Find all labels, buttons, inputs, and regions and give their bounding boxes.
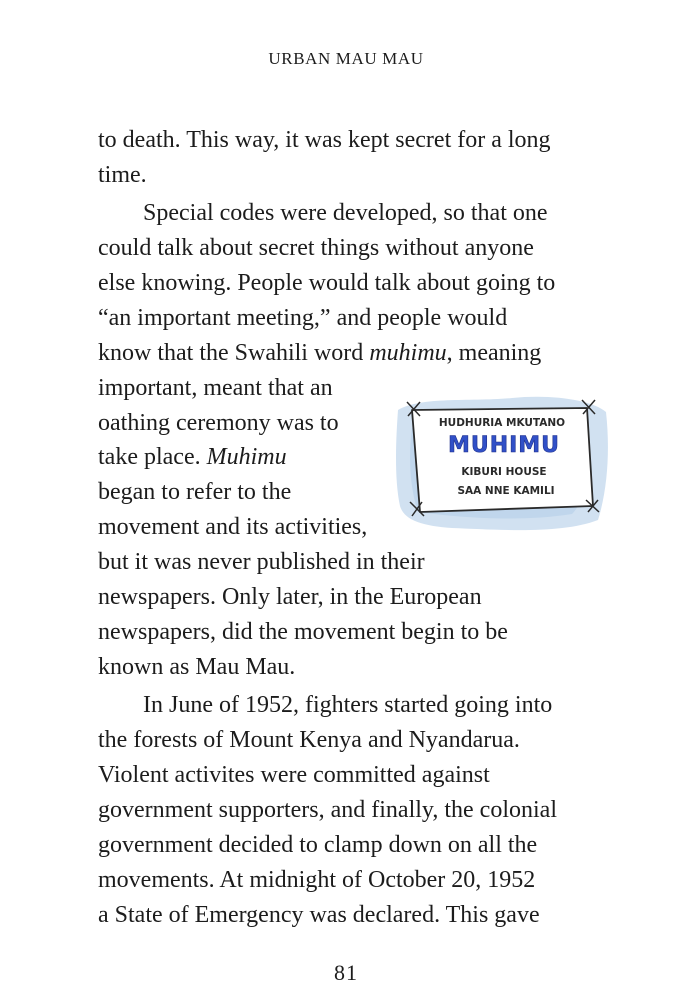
notice-line-2: MUHIMU — [447, 433, 561, 458]
text-line: In June of 1952, fighters started going into — [143, 692, 553, 718]
page-number: 81 — [334, 960, 358, 985]
text-line: movements. At midnight of October 20, 1952 — [98, 867, 536, 893]
text-line: movement and its activities, — [98, 514, 368, 540]
text-line: the forests of Mount Kenya and Nyandarua. — [98, 727, 520, 753]
text-line: newspapers. Only later, in the European — [98, 584, 482, 610]
text-line: a State of Emergency was declared. This gave — [98, 902, 540, 928]
text-line: began to refer to the — [98, 479, 292, 505]
text-line: but it was never published in their — [98, 549, 425, 575]
text-line: important, meant that an — [98, 375, 333, 401]
text-line: else knowing. People would talk about going to — [98, 270, 556, 296]
text-line: take place. Muhimu — [98, 444, 287, 470]
text-line: oathing ceremony was to — [98, 410, 339, 436]
italic-term: Muhimu — [206, 444, 287, 470]
notice-line-3: KIBURI HOUSE — [461, 466, 547, 478]
text-line: newspapers, did the movement begin to be — [98, 619, 508, 645]
text-line: known as Mau Mau. — [98, 654, 296, 680]
text-line: “an important meeting,” and people would — [98, 305, 508, 331]
text-line: to death. This way, it was kept secret for a long — [98, 127, 551, 153]
notice-line-4: SAA NNE KAMILI — [457, 485, 555, 497]
text-line: could talk about secret things without anyone — [98, 235, 534, 261]
text-line: Violent activites were committed against — [98, 762, 490, 788]
italic-term: muhimu — [369, 340, 447, 366]
notice-drawing — [392, 388, 612, 538]
text-line: government decided to clamp down on all the — [98, 832, 538, 858]
text-line: government supporters, and finally, the colonial — [98, 797, 557, 823]
text-line: know that the Swahili word muhimu, meaning — [98, 340, 542, 366]
text-line: time. — [98, 162, 147, 188]
notice-line-1: HUDHURIA MKUTANO — [438, 417, 566, 429]
meeting-notice-illustration — [392, 388, 612, 538]
text-line: Special codes were developed, so that one — [143, 200, 548, 226]
running-head: URBAN MAU MAU — [268, 49, 424, 68]
